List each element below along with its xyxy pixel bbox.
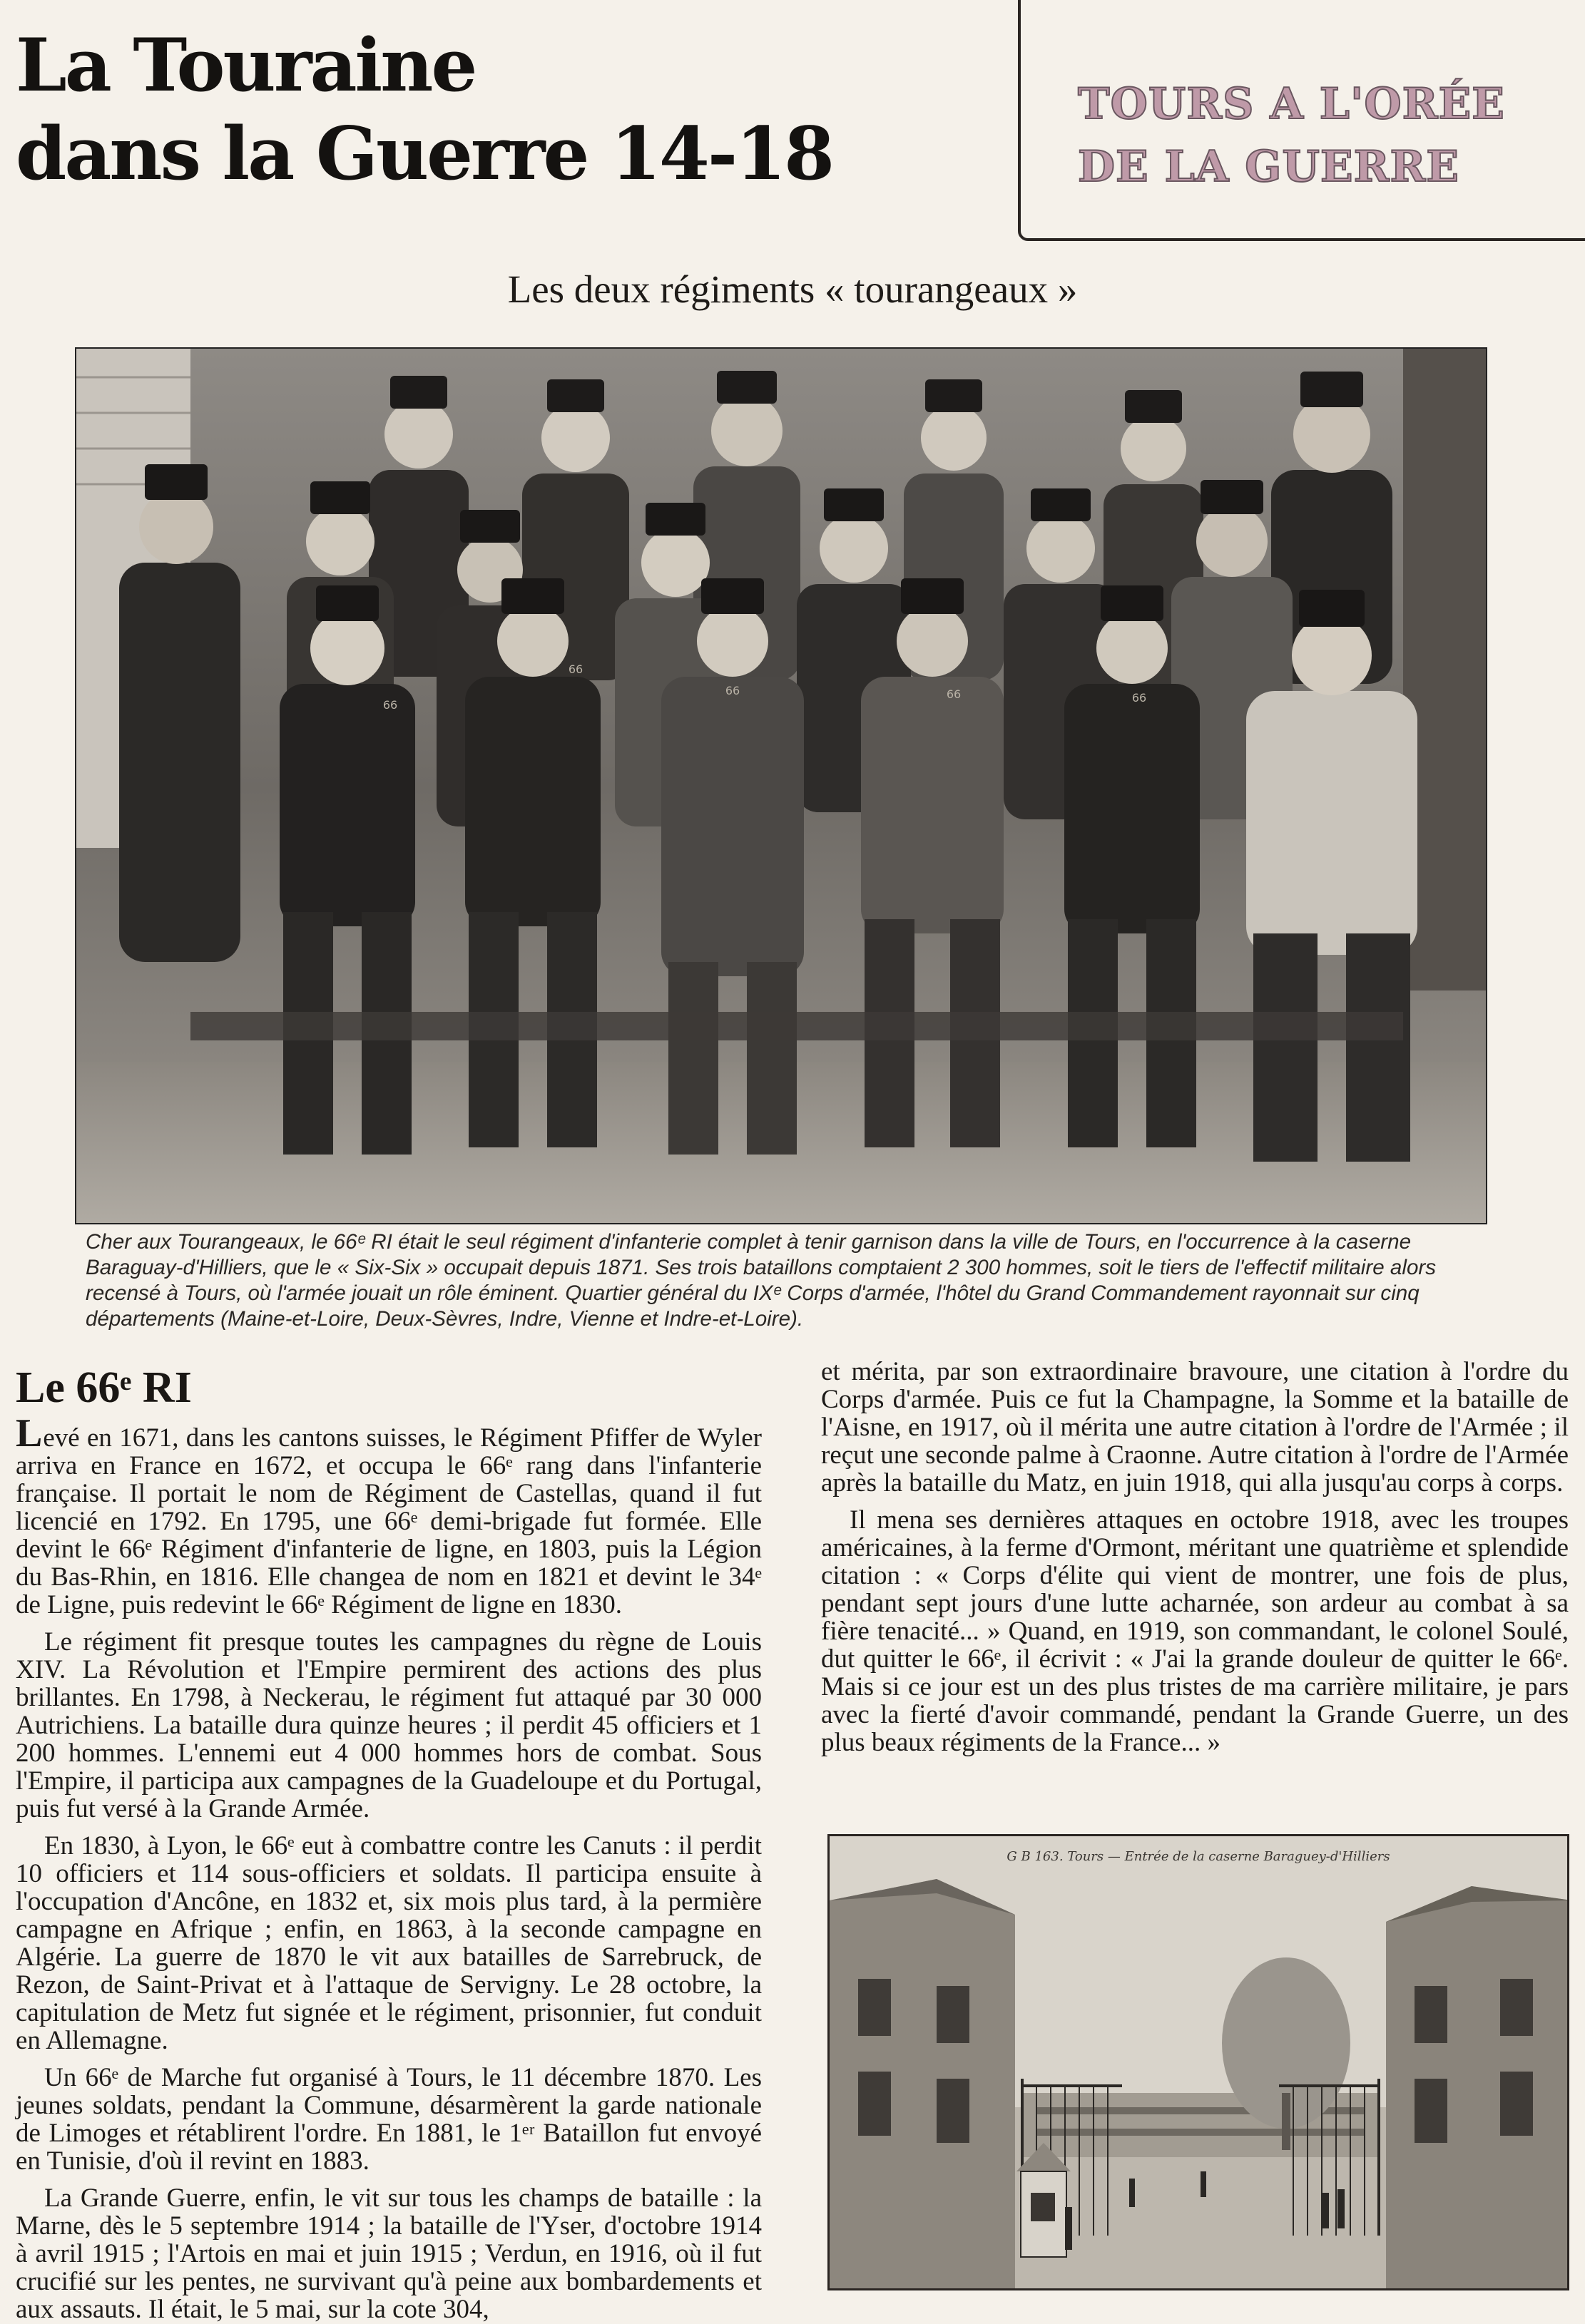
article-heading: Le 66ᵉ RI bbox=[16, 1363, 192, 1412]
article-paragraph: Le régiment fit presque toutes les campagnes du règne de Louis XIV. La Révolution et l'Empire permirent des actions des plus brillantes. En 1798, à Neckerau, le régiment fut attaqué par 30 000 Autrichiens. La bataille dura quinze heures ; il perdit 45 officiers et 1 200 hommes. L'ennemi eut 4 000 hommes hors de combat. Sous l'Empire, il participa aux campagnes de la Guadeloupe et du Portugal, puis fut versé à la Grande Armée. bbox=[16, 1627, 762, 1823]
article-left-column bbox=[16, 1411, 762, 2324]
article-paragraph: En 1830, à Lyon, le 66ᵉ eut à combattre contre les Canuts : il perdit 10 officiers et 114 sous-officiers et soldats. Il participa ensuite à l'occupation d'Ancône, en 1832 et, six mois plus tard, à la permière campagne en Afrique ; enfin, en 1863, à la seconde campagne en Algérie. La guerre de 1870 le vit aux batailles de Sarrebruck, de Rezon, de Saint-Privat et à l'attaque de Servigny. Le 28 octobre, la capitulation de Metz fut signée et le régiment, prisonnier, fut conduit en Allemagne. bbox=[16, 1831, 762, 2055]
article-paragraph: Il mena ses dernières attaques en octobre 1918, avec les troupes américaines, à la ferme d'Ormont, méritant une quatrième et splendide citation : « Corps d'élite qui vient de montrer, une fois de plus, pendant sept jours d'une lutte acharnée, son ardeur au combat à sa fière tenacité... » Quand, en 1919, son commandant, le colonel Soulé, dut quitter le 66ᵉ, il écrivit : « J'ai la grande douleur de quitter le 66ᵉ. Mais si ce jour est un des plus tristes de ma carrière militaire, je pars avec la fierté d'avoir commandé, pendant la Grande Guerre, un des plus beaux régiments de la France... » bbox=[821, 1505, 1569, 1757]
postcard-illustration bbox=[830, 1836, 1569, 2290]
kepi-number: 66 bbox=[946, 687, 962, 701]
photo-caption: Cher aux Tourangeaux, le 66ᵉ RI était le seul régiment d'infanterie complet à tenir garnison dans la ville de Tours, en l'occurrence à la caserne Baraguay-d'Hilliers, que le « Six-Six » occupait depuis 1871. Ses trois bataillons comptaient 2 300 hommes, soit le tiers de l'effectif militaire alors recensé à Tours, où l'armée jouait un rôle éminent. Quartier général du IXᵉ Corps d'armée, l'hôtel du Grand Commandement rayonnait sur cinq départements (Maine-et-Loire, Deux-Sèvres, Indre, Vienne et Indre-et-Loire). bbox=[86, 1230, 1437, 1331]
article-paragraph: Un 66ᵉ de Marche fut organisé à Tours, le 11 décembre 1870. Les jeunes soldats, pendant la Commune, désarmèrent la garde nationale de Limoges et rétablirent l'ordre. En 1881, le 1ᵉʳ Bataillon fut envoyé en Tunisie, d'où il revint en 1883. bbox=[16, 2063, 762, 2176]
rubric-box bbox=[1018, 0, 1585, 241]
article-paragraph: La Grande Guerre, enfin, le vit sur tous les champs de bataille : la Marne, dès le 5 septembre 1914 ; la bataille de l'Yser, d'octobre 1914 à avril 1915 ; l'Artois en mai et juin 1915 ; Verdun, en 1916, où il fut crucifié sur les pentes, ne survivant qu'à peine aux bombardements et aux assauts. Il était, le 5 mai, sur la cote 304, bbox=[16, 2184, 762, 2324]
barracks-postcard bbox=[827, 1834, 1569, 2290]
article-paragraph: et mérita, par son extraordinaire bravoure, une citation à l'ordre du Corps d'armée. Puis ce fut la Champagne, la Somme et la bataille de l'Aisne, en 1917, où il mérita une autre citation à l'ordre de l'Armée ; il reçut une seconde palme à Craonne. Autre citation à l'ordre de l'Armée après la bataille du Matz, en juin 1918, qui alla jusqu'au corps à corps. bbox=[821, 1357, 1569, 1498]
regiment-group-photo bbox=[75, 347, 1487, 1224]
rubric-line-1: TOURS A L'ORÉE bbox=[1078, 79, 1505, 129]
kepi-number: 66 bbox=[1131, 691, 1147, 705]
masthead-line-2: dans la Guerre 14-18 bbox=[16, 111, 833, 197]
rubric-title bbox=[1078, 73, 1505, 198]
masthead-title bbox=[16, 21, 832, 198]
masthead-line-1: La Touraine bbox=[16, 23, 476, 108]
photo-illustration bbox=[76, 349, 1487, 1224]
paragraph-text: evé en 1671, dans les cantons suisses, le Régiment Pfiffer de Wyler arriva en France en 1672, et occupa le 66ᵉ rang dans l'infanterie française. Il portait le nom de Régiment de Castellas, quand il fut licencié en 1792. En 1795, une 66ᵉ demi-brigade fut formée. Elle devint le 66ᵉ Régiment d'infanterie de ligne, en 1803, puis la Légion du Bas-Rhin, en 1816. Elle changea de nom en 1821 et devint le 34ᵉ de Ligne, puis redevint le 66ᵉ Régiment de ligne en 1830. bbox=[16, 1423, 762, 1619]
drop-cap: L bbox=[16, 1411, 44, 1455]
article-paragraph bbox=[16, 1411, 762, 1619]
kepi-number: 66 bbox=[725, 684, 740, 697]
rubric-line-2: DE LA GUERRE bbox=[1078, 142, 1460, 192]
kepi-number: 66 bbox=[568, 662, 583, 676]
section-title: Les deux régiments « tourangeaux » bbox=[507, 267, 1078, 311]
postcard-caption: G B 163. Tours — Entrée de la caserne Baraguey-d'Hilliers bbox=[1006, 1849, 1390, 1864]
kepi-number: 66 bbox=[382, 698, 398, 712]
article-right-column bbox=[821, 1358, 1569, 1756]
